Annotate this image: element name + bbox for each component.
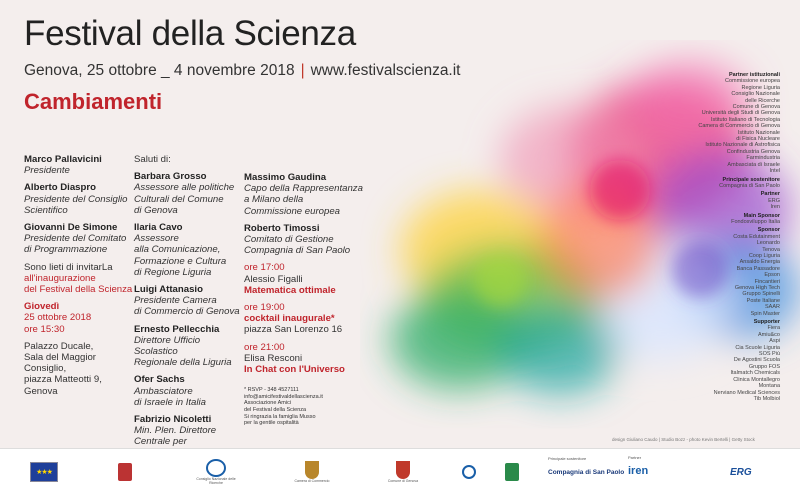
sponsor-group — [640, 325, 780, 402]
sponsor-item: Istituto Nazionale di Astrofisica — [705, 142, 780, 149]
program-time: ore 19:00 — [244, 302, 285, 314]
sponsor-group — [640, 78, 780, 174]
festival-title: Festival della Scienza — [24, 14, 356, 53]
sponsor-item: Nerviano Medical Sciences — [713, 389, 780, 396]
speaker-role: Min. Plen. Direttore — [134, 425, 217, 437]
venue-line: Genova — [24, 385, 58, 397]
invite-text: all'inaugurazione — [24, 272, 96, 284]
venue-line: piazza Matteotti 9, — [24, 374, 102, 386]
sponsor-item: Spin Master — [750, 310, 780, 317]
speaker-role: Ambasciatore — [134, 385, 193, 397]
sponsor-heading: Principale sostenitore — [722, 176, 780, 183]
invite-text: del Festival della Scienza — [24, 284, 133, 296]
festival-website[interactable]: www.festivalscienza.it — [310, 62, 461, 79]
sponsor-group — [640, 183, 780, 189]
comune-genova-logo — [378, 459, 428, 485]
regione-liguria-icon — [118, 463, 132, 481]
sponsor-item: Ambasciata di Israele — [727, 161, 780, 168]
organizer-role: Scientifico — [24, 204, 68, 216]
speaker-role: Presidente Camera — [134, 295, 217, 307]
photo-credit: design Giuliano Caudo | Studio Bozz - photo Kevin Bertelli | Getty Stock — [612, 437, 755, 442]
principale-label: Principale sostenitore — [548, 456, 587, 461]
event-date: 25 ottobre 2018 — [24, 312, 92, 324]
sponsor-item: Banca Passadore — [736, 265, 780, 272]
sponsor-item: Amiu&co — [757, 331, 780, 338]
program-speaker: Elisa Resconi — [244, 352, 303, 364]
sponsor-item: Fiera — [767, 325, 780, 332]
sponsor-item: Istituto Italiano di Tecnologia — [711, 116, 780, 123]
erg-label: ERG — [730, 466, 752, 478]
speaker-role: di Commercio di Genova — [134, 306, 240, 318]
sponsor-item: Epson — [764, 272, 780, 279]
sponsor-item: Confindustria Genova — [726, 148, 780, 155]
istituto-logo — [505, 459, 519, 485]
sponsor-item: Cia Scuole Liguria — [735, 344, 780, 351]
speaker-role: di Genova — [134, 204, 178, 216]
rsvp-line: per la gentile ospitalità — [244, 420, 299, 427]
speaker-role: Centrale per — [134, 436, 187, 448]
column-program — [244, 172, 364, 427]
sponsor-item: Clinica Montallegro — [733, 376, 780, 383]
cnr-icon — [206, 459, 226, 477]
sponsor-item: Coop Liguria — [748, 252, 780, 259]
sponsor-item: Aspi — [769, 338, 780, 345]
regione-liguria-logo — [118, 459, 132, 485]
sponsor-group — [640, 219, 780, 225]
speaker-role: Commissione europea — [244, 205, 340, 217]
sponsor-item: Tib Molbiol — [753, 395, 780, 402]
program-time: ore 17:00 — [244, 262, 285, 274]
sponsor-item: SOS Più — [758, 351, 780, 358]
rsvp-block — [244, 387, 364, 427]
sponsor-heading: Sponsor — [757, 227, 780, 234]
sponsor-item: Istituto Nazionale — [737, 129, 780, 136]
speaker-role: Direttore Ufficio Scolastico — [134, 334, 201, 358]
sponsor-heading: Partner istituzionali — [728, 72, 780, 78]
sponsor-item: Consiglio Nazionale — [731, 91, 780, 98]
organizer-name: Alberto Diaspro — [24, 182, 96, 194]
camera-commercio-logo — [292, 459, 332, 485]
column-organizers — [24, 154, 134, 397]
speaker-name: Luigi Attanasio — [134, 284, 203, 296]
sponsor-item: Fondosviluppo Italia — [731, 218, 780, 225]
invite-text: Sono lieti di invitarLa — [24, 261, 113, 273]
sponsor-item: Costa Edutainment — [733, 233, 780, 240]
sponsor-item: Genova High Tech — [734, 285, 780, 291]
sponsor-heading: Supporter — [753, 319, 780, 326]
sponsor-item: SAAR — [765, 304, 780, 311]
rsvp-line: del Festival della Scienza — [244, 407, 307, 414]
festival-theme: Cambiamenti — [24, 89, 163, 114]
program-title: cocktail inaugurale* — [244, 313, 335, 325]
comune-genova-label: Comune di Genova — [387, 479, 419, 483]
speaker-role: Culturali del Comune — [134, 193, 224, 205]
greetings-heading: Saluti di: — [134, 154, 171, 165]
sponsor-item: Tenova — [762, 246, 780, 253]
sponsor-item: Gruppo Spinelli — [742, 291, 780, 298]
festival-dates: Genova, 25 ottobre _ 4 novembre 2018 — [24, 62, 295, 79]
partner-label: Partner — [628, 455, 642, 460]
infn-icon — [462, 465, 476, 479]
sponsor-item: ERG — [768, 197, 780, 204]
stars-icon: ★★★ — [36, 469, 52, 476]
sponsor-item: Leonardo — [756, 240, 780, 247]
speaker-name: Ofer Sachs — [134, 374, 185, 386]
speaker-name: Roberto Timossi — [244, 222, 320, 234]
speaker-name: Ilaria Cavo — [134, 222, 183, 234]
event-day: Giovedì — [24, 301, 60, 313]
speaker-name: Fabrizio Nicoletti — [134, 414, 212, 426]
program-place: piazza San Lorenzo 16 — [244, 324, 343, 336]
organizer-role: Presidente — [24, 165, 70, 177]
program-title: Matematica ottimale — [244, 284, 336, 296]
speaker-role: Assessore — [134, 233, 179, 245]
program-time: ore 21:00 — [244, 341, 285, 353]
istituto-icon — [505, 463, 519, 481]
infn-logo — [462, 459, 476, 485]
speaker-role: Capo della Rappresentanza — [244, 183, 363, 195]
eu-flag-logo — [30, 459, 58, 485]
sponsor-item: di Fisica Nucleare — [736, 136, 780, 143]
sponsor-heading: Main Sponsor — [743, 212, 780, 219]
column-greetings — [134, 154, 244, 470]
sponsor-item: Regione Liguria — [741, 84, 780, 91]
rsvp-line: * RSVP - 348 4527111 — [244, 387, 299, 394]
speaker-role: a Milano della — [244, 194, 304, 206]
speaker-role: Assessore alle politiche — [134, 182, 235, 194]
sponsor-heading: Partner — [760, 191, 780, 198]
sponsor-item: Gruppo FOS — [748, 363, 780, 370]
sponsor-item: delle Ricerche — [745, 97, 780, 104]
speaker-role: di Israele in Italia — [134, 396, 206, 408]
speaker-name: Barbara Grosso — [134, 171, 207, 183]
rsvp-line: Si ringrazia la famiglia Musso — [244, 413, 316, 420]
organizer-role: Presidente del Consiglio — [24, 193, 128, 205]
sponsor-item: Ansaldo Energia — [739, 259, 780, 266]
sponsor-item: Montana — [758, 383, 780, 390]
rsvp-line: Associazione Amici — [244, 400, 292, 407]
speaker-role: Comitato di Gestione — [244, 234, 334, 246]
erg-logo — [730, 459, 752, 485]
venue-line: Consiglio, — [24, 363, 67, 375]
sponsor-item: Iren — [770, 204, 780, 211]
sponsor-item: Farmindustria — [746, 155, 780, 162]
cnr-logo — [196, 459, 236, 485]
sponsor-item: Poste Italiane — [746, 297, 780, 304]
venue-line: Sala del Maggior — [24, 352, 96, 364]
principale-sostenitore-logo — [548, 453, 624, 479]
sponsor-group — [640, 234, 780, 317]
sponsor-item: Università degli Studi di Genova — [701, 110, 780, 117]
speaker-name: Massimo Gaudina — [244, 172, 327, 183]
crest-icon — [396, 461, 410, 479]
speaker-role: Formazione e Cultura — [134, 255, 227, 267]
speaker-role: alla Comunicazione, — [134, 244, 221, 256]
sponsor-item: De Agostini Scuola — [733, 357, 780, 364]
organizer-name: Marco Pallavicini — [24, 154, 102, 165]
program-speaker: Alessio Figalli — [244, 273, 303, 285]
sponsor-item: Compagnia di San Paolo — [719, 182, 780, 189]
sponsor-item: Camera di Commercio di Genova — [698, 123, 780, 130]
partner-iren-logo — [628, 453, 648, 479]
cnr-label: Consiglio Nazionale delle Ricerche — [196, 477, 236, 485]
event-time: ore 15:30 — [24, 323, 65, 335]
sponsors-list — [640, 70, 780, 402]
organizer-role: di Programmazione — [24, 244, 108, 256]
venue-line: Palazzo Ducale, — [24, 340, 94, 352]
sponsor-group — [640, 198, 780, 211]
speaker-role: di Regione Liguria — [134, 266, 212, 278]
iren-label: iren — [628, 465, 649, 477]
sponsor-item: Comune di Genova — [732, 104, 780, 111]
speaker-role: Regionale della Liguria — [134, 357, 232, 369]
compagnia-label: Compagnia di San Paolo — [548, 469, 625, 476]
speaker-role: Compagnia di San Paolo — [244, 245, 351, 257]
camera-commercio-label: Camera di Commercio — [294, 479, 330, 483]
organizer-role: Presidente del Comitato — [24, 233, 127, 245]
rsvp-email[interactable]: info@amicifestivaldellascienza.it — [244, 393, 323, 400]
footer-logos — [0, 448, 800, 495]
separator: | — [300, 62, 305, 79]
program-title: In Chat con l'Universo — [244, 364, 345, 376]
organizer-name: Giovanni De Simone — [24, 222, 118, 234]
sponsor-item: Commissione europea — [724, 78, 780, 85]
crest-icon — [305, 461, 319, 479]
sponsor-item: Italmatch Chemicals — [730, 370, 780, 377]
sponsor-item: Fincantieri — [754, 278, 780, 285]
eu-flag-icon — [30, 462, 58, 482]
sponsor-item: Intel — [769, 168, 780, 175]
speaker-name: Ernesto Pellecchia — [134, 323, 220, 335]
